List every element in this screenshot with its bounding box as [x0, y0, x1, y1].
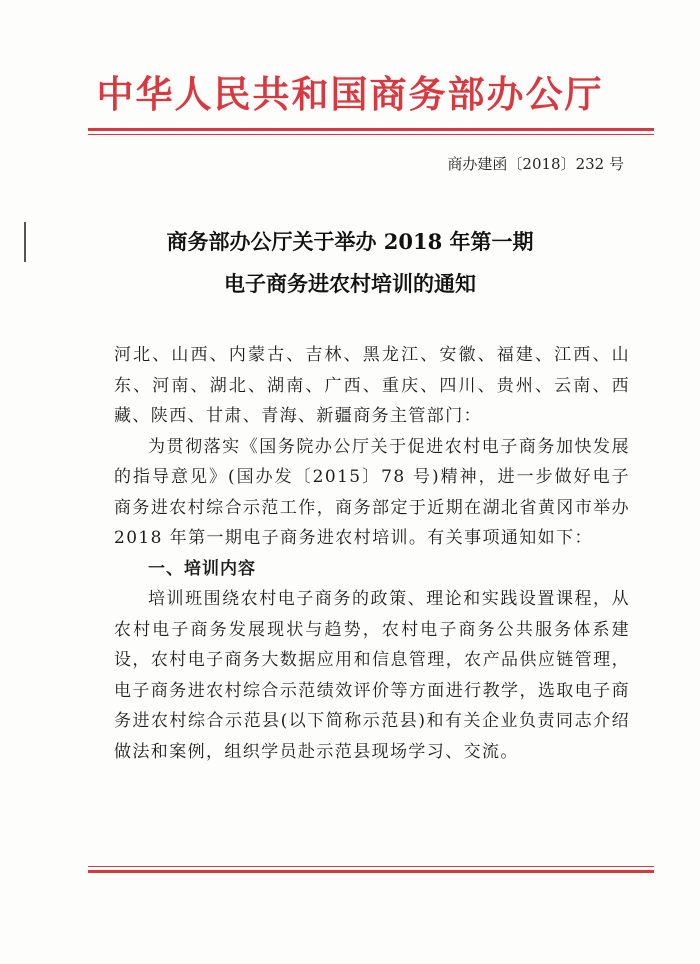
issuer-header: 中华人民共和国商务部办公厅	[96, 73, 604, 116]
document-body	[114, 340, 630, 767]
footer-red-rule-thick	[88, 870, 654, 873]
notice-title-line-2: 电子商务进农村培训的通知	[224, 271, 476, 296]
section-1-paragraph: 培训班围绕农村电子商务的政策、理论和实践设置课程，从农村电子商务发展现状与趋势，农村电子商务公共服务体系建设，农村电子商务大数据应用和信息管理，农产品供应链管理，电子商务进农村综合示范绩效评价等方面进行教学，选取电子商务进农村综合示范县(以下简称示范县)和有关企业负责同志介绍做法和案例，组织学员赴示范县现场学习、交流。	[114, 589, 630, 762]
section-1-heading: 一、培训内容	[148, 558, 256, 579]
header-red-rule-thin	[88, 134, 654, 135]
addressees-paragraph: 河北、山西、内蒙古、吉林、黑龙江、安徽、福建、江西、山东、河南、湖北、湖南、广西、重庆、四川、贵州、云南、西藏、陕西、甘肃、青海、新疆商务主管部门：	[114, 345, 630, 426]
document-number: 商办建函〔2018〕232 号	[447, 155, 624, 173]
notice-title-line-1: 商务部办公厅关于举办 2018 年第一期	[166, 229, 534, 254]
footer-red-rule-thin	[88, 866, 654, 867]
header-red-rule-thick	[88, 128, 654, 131]
intro-paragraph: 为贯彻落实《国务院办公厅关于促进农村电子商务加快发展的指导意见》(国办发〔2015〕78 号)精神，进一步做好电子商务进农村综合示范工作，商务部定于近期在湖北省黄冈市举办 2018 年第一期电子商务进农村培训。有关事项通知如下：	[114, 436, 630, 548]
